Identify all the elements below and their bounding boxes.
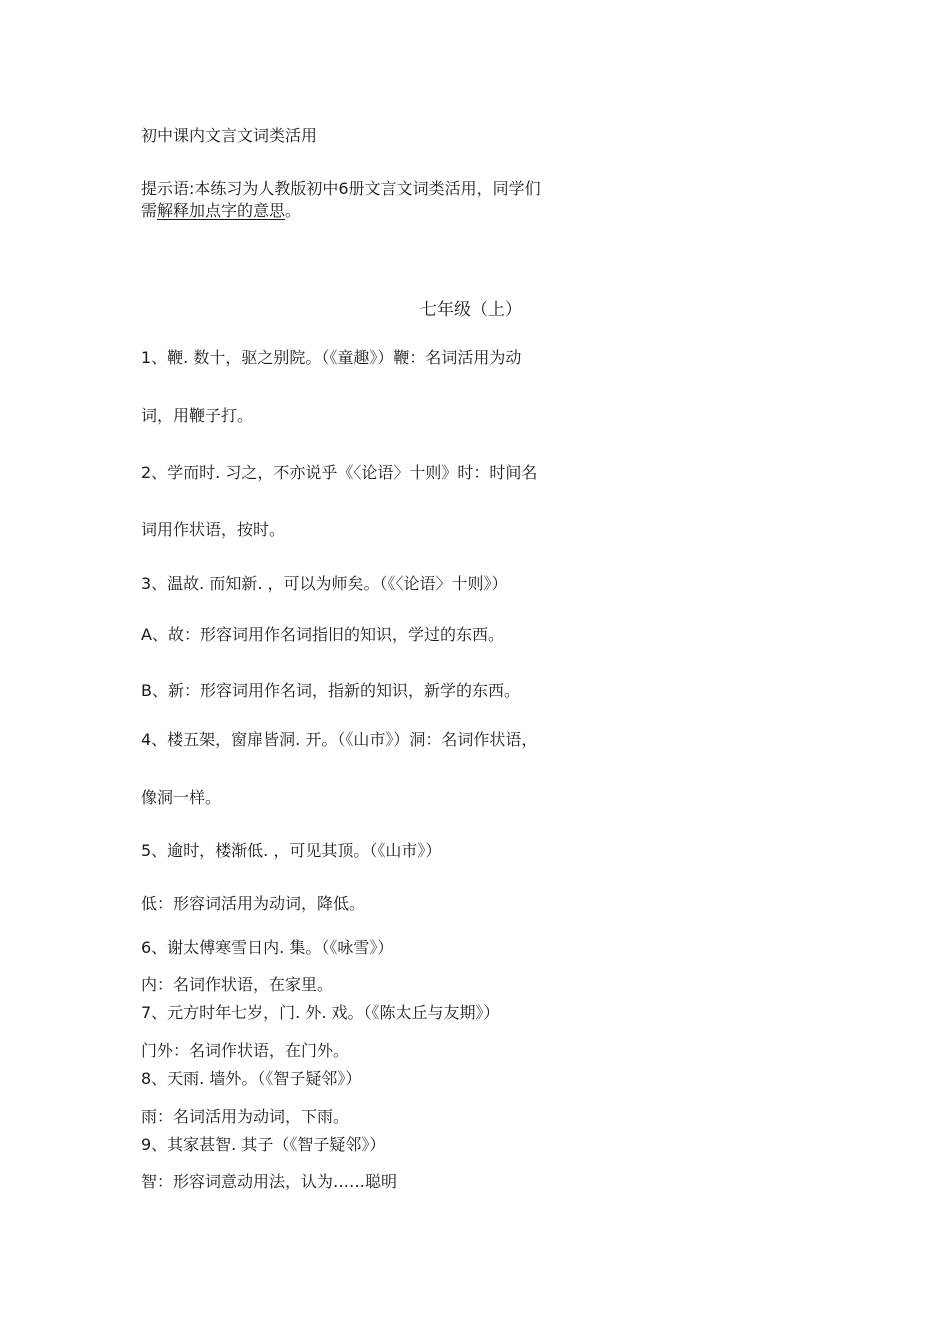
hint-suffix: 。 (285, 201, 302, 220)
document-title: 初中课内文言文词类活用 (141, 126, 318, 145)
hint-underlined: 解释加点字的意思 (157, 201, 286, 220)
exercise-line: 1、鞭. 数十，驱之别院。（《童趣》）鞭：名词活用为动 (141, 348, 522, 367)
exercise-line: 3、温故. 而知新. ，可以为师矣。（《〈论语〉十则》） (141, 574, 508, 593)
exercise-line: 5、逾时，楼渐低. ，可见其顶。（《山市》） (141, 841, 442, 860)
exercise-line: 4、楼五架，窗扉皆洞. 开。（《山市》）洞：名词作状语， (141, 730, 538, 749)
exercise-line: 雨：名词活用为动词，下雨。 (141, 1107, 350, 1126)
exercise-line: 2、学而时. 习之，不亦说乎《〈论语〉十则》时：时间名 (141, 463, 538, 482)
exercise-line: 7、元方时年七岁，门. 外. 戏。（《陈太丘与友期》） (141, 1003, 500, 1022)
hint-prefix: 需 (141, 201, 158, 220)
exercise-line: 门外：名词作状语，在门外。 (141, 1041, 350, 1060)
exercise-line: 内：名词作状语，在家里。 (141, 975, 334, 994)
exercise-line: 像洞一样。 (141, 788, 222, 807)
hint-line-1: 提示语:本练习为人教版初中6册文言文词类活用，同学们 (141, 179, 541, 198)
exercise-line: 低：形容词活用为动词，降低。 (141, 894, 366, 913)
hint-line-2 (141, 201, 301, 221)
exercise-line: 词用作状语，按时。 (141, 520, 286, 539)
exercise-line: 词，用鞭子打。 (141, 406, 254, 425)
exercise-line: A、故：形容词用作名词指旧的知识，学过的东西。 (141, 625, 504, 644)
exercise-line: 6、谢太傅寒雪日内. 集。（《咏雪》） (141, 938, 394, 957)
exercise-line: 智：形容词意动用法，认为……聪明 (141, 1172, 398, 1191)
exercise-line: B、新：形容词用作名词，指新的知识，新学的东西。 (141, 681, 520, 700)
exercise-line: 9、其家甚智. 其子（《智子疑邻》） (141, 1135, 386, 1154)
section-title: 七年级（上） (420, 300, 522, 320)
exercise-line: 8、天雨. 墙外。（《智子疑邻》） (141, 1069, 362, 1088)
